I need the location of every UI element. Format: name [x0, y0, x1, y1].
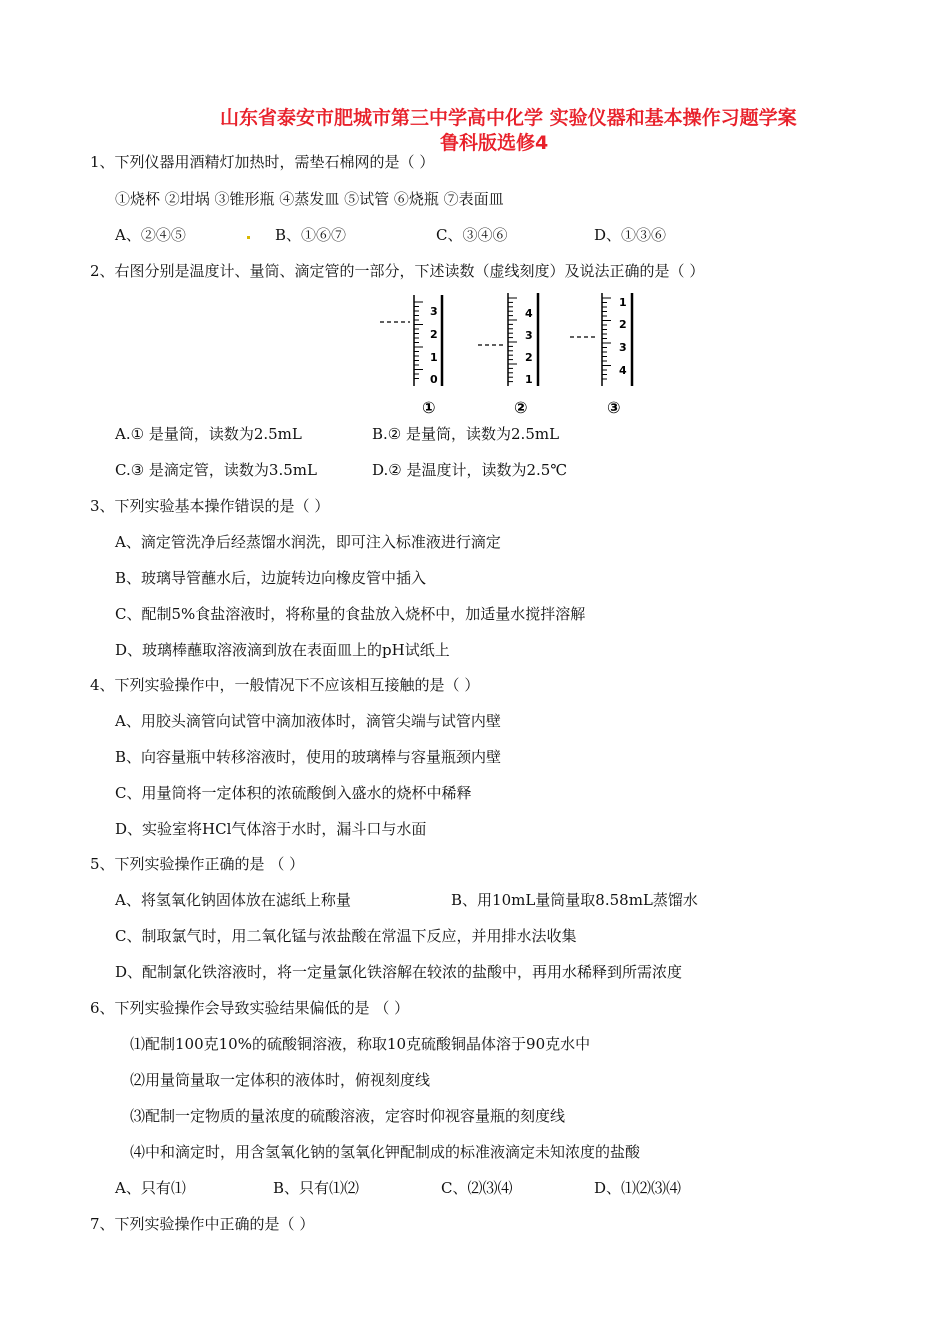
question-7-stem: 7、下列实验操作中正确的是（ ）: [90, 1215, 315, 1233]
choice-c: C、配制5%食盐溶液时，将称量的食盐放入烧杯中，加适量水搅拌溶解: [115, 605, 586, 623]
scale2-label: 4: [525, 307, 533, 320]
choice-d: D、①③⑥: [594, 226, 667, 244]
choice-d: D、玻璃棒蘸取溶液滴到放在表面皿上的pH试纸上: [115, 641, 450, 659]
scale3-label: 1: [619, 296, 627, 309]
choice-b: B.② 是量筒，读数为2.5mL: [372, 425, 560, 443]
scale1-label: 2: [430, 328, 438, 341]
document-title-line2: 鲁科版选修4: [440, 132, 549, 154]
question-1-items: ①烧杯 ②坩埚 ③锥形瓶 ④蒸发皿 ⑤试管 ⑥烧瓶 ⑦表面皿: [115, 190, 504, 208]
choice-a: A、只有⑴: [115, 1179, 186, 1197]
choice-c: C、⑵⑶⑷: [441, 1179, 513, 1197]
question-3-stem: 3、下列实验基本操作错误的是（ ）: [90, 497, 330, 515]
choice-d: D、实验室将HCl气体溶于水时，漏斗口与水面: [115, 820, 427, 838]
choice-c: C、③④⑥: [436, 226, 508, 244]
scale3-label: 3: [619, 341, 627, 354]
choice-a: A.① 是量筒，读数为2.5mL: [115, 425, 302, 443]
figure-label-1: ①: [422, 398, 436, 417]
statement-3: ⑶配制一定物质的量浓度的硫酸溶液，定容时仰视容量瓶的刻度线: [130, 1107, 566, 1125]
figure-label-2: ②: [514, 398, 528, 417]
question-4-stem: 4、下列实验操作中，一般情况下不应该相互接触的是（ ）: [90, 676, 480, 694]
scale2-label: 3: [525, 329, 533, 342]
choice-a: A、将氢氧化钠固体放在滤纸上称量: [115, 891, 351, 909]
choice-a: A、滴定管洗净后经蒸馏水润洗，即可注入标准液进行滴定: [115, 533, 501, 551]
instrument-scales-figure: [370, 290, 650, 420]
choice-d: D、⑴⑵⑶⑷: [594, 1179, 682, 1197]
choice-b: B、①⑥⑦: [275, 226, 347, 244]
question-5-stem: 5、下列实验操作正确的是 （ ）: [90, 855, 305, 873]
question-1-stem: 1、下列仪器用酒精灯加热时，需垫石棉网的是（ ）: [90, 153, 435, 171]
stray-dot: [247, 236, 250, 239]
statement-2: ⑵用量筒量取一定体积的液体时，俯视刻度线: [130, 1071, 431, 1089]
choice-b: B、用10mL量筒量取8.58mL蒸馏水: [451, 891, 698, 909]
scale1-label: 1: [430, 351, 438, 364]
choice-b: B、向容量瓶中转移溶液时，使用的玻璃棒与容量瓶颈内壁: [115, 748, 502, 766]
choice-c: C.③ 是滴定管，读数为3.5mL: [115, 461, 317, 479]
scale1-label: 3: [430, 305, 438, 318]
choice-c: C、制取氯气时，用二氧化锰与浓盐酸在常温下反应，并用排水法收集: [115, 927, 577, 945]
statement-4: ⑷中和滴定时，用含氢氧化钠的氢氧化钾配制成的标准液滴定未知浓度的盐酸: [130, 1143, 641, 1161]
scale3-label: 2: [619, 318, 627, 331]
scale-cylinder: [478, 293, 538, 417]
figure-label-3: ③: [607, 398, 621, 417]
statement-1: ⑴配制100克10%的硫酸铜溶液，称取10克硫酸铜晶体溶于90克水中: [130, 1035, 591, 1053]
choice-a: A、②④⑤: [115, 226, 186, 244]
choice-c: C、用量筒将一定体积的浓硫酸倒入盛水的烧杯中稀释: [115, 784, 472, 802]
document-title-line1: 山东省泰安市肥城市第三中学高中化学 实验仪器和基本操作习题学案: [220, 107, 797, 129]
choice-b: B、只有⑴⑵: [273, 1179, 360, 1197]
choice-b: B、玻璃导管蘸水后，边旋转边向橡皮管中插入: [115, 569, 427, 587]
question-2-stem: 2、右图分别是温度计、量筒、滴定管的一部分，下述读数（虚线刻度）及说法正确的是（ ）: [90, 262, 705, 280]
scale-burette: [570, 293, 632, 417]
scale-thermometer: [380, 295, 442, 417]
scale2-label: 1: [525, 373, 533, 386]
choice-d: D、配制氯化铁溶液时，将一定量氯化铁溶解在较浓的盐酸中，再用水稀释到所需浓度: [115, 963, 683, 981]
choice-a: A、用胶头滴管向试管中滴加液体时，滴管尖端与试管内壁: [115, 712, 501, 730]
choice-d: D.② 是温度计，读数为2.5℃: [372, 461, 568, 479]
scale1-label: 0: [430, 373, 438, 386]
scale3-label: 4: [619, 364, 627, 377]
question-6-stem: 6、下列实验操作会导致实验结果偏低的是 （ ）: [90, 999, 410, 1017]
scale2-label: 2: [525, 351, 533, 364]
